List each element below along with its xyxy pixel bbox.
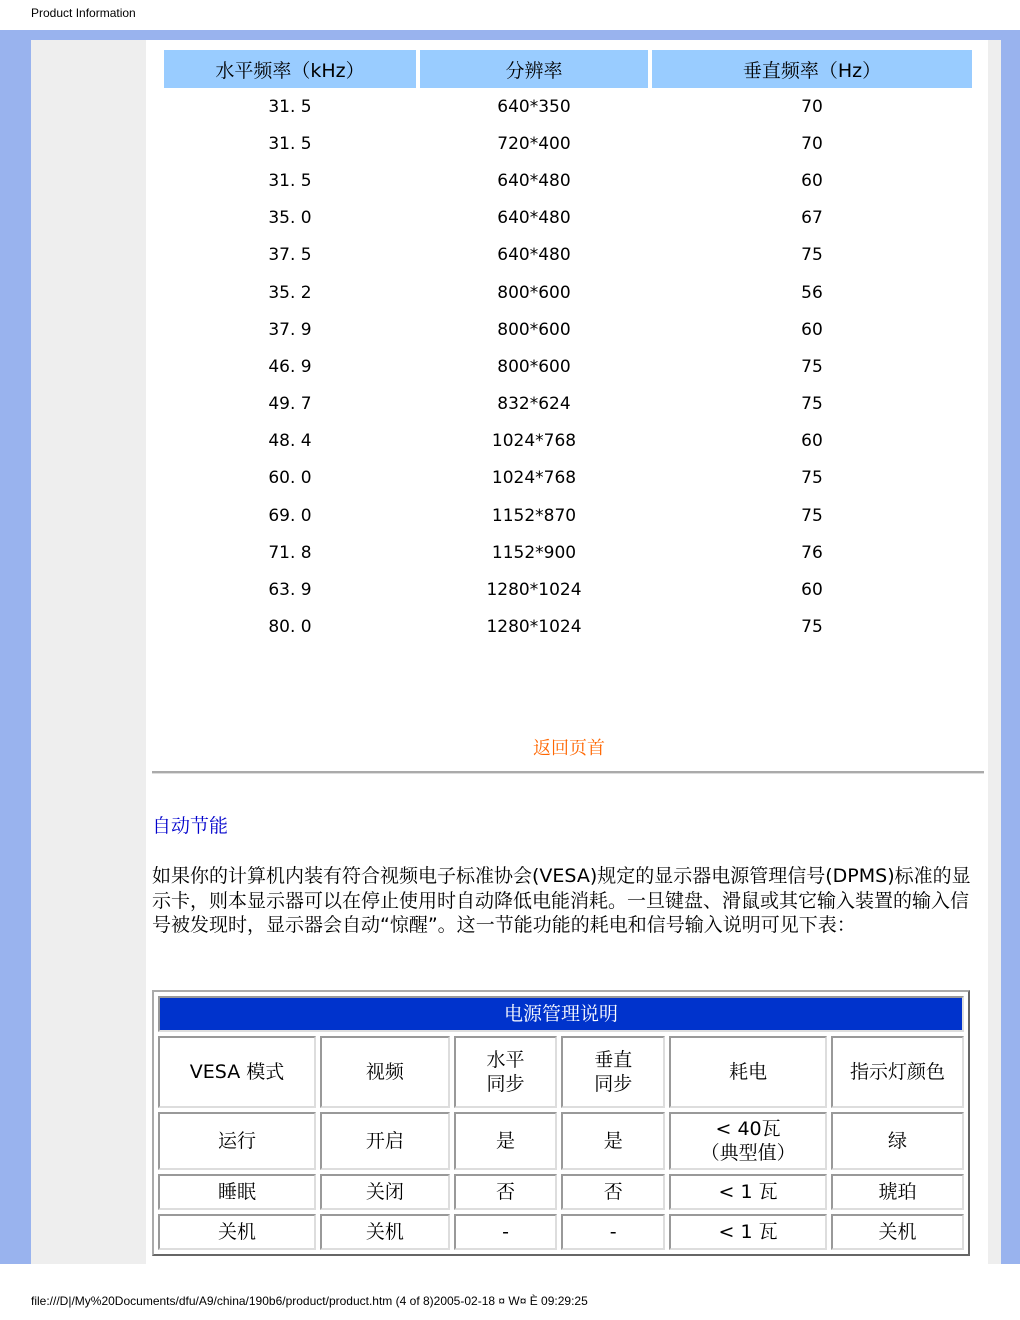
power-cell: 是 (561, 1112, 665, 1170)
table-cell: 31. 5 (268, 133, 312, 154)
table-cell: 75 (801, 245, 823, 266)
power-cell: 关机 (831, 1214, 964, 1250)
table-row (164, 386, 972, 423)
power-header-cell: 视频 (320, 1036, 450, 1108)
power-header-cell: VESA 模式 (158, 1036, 316, 1108)
table-cell: 31. 5 (268, 170, 312, 191)
table-cell: 1152*870 (491, 505, 577, 526)
power-header-cell: 水平 同步 (454, 1036, 558, 1108)
table-cell: 37. 5 (268, 245, 312, 266)
table-row (164, 571, 972, 608)
power-cell: 关闭 (320, 1174, 450, 1210)
table-cell: 832*624 (497, 394, 571, 415)
power-cell: 运行 (158, 1112, 316, 1170)
table-cell: 37. 9 (268, 319, 312, 340)
print-header: Product Information (31, 6, 136, 20)
power-header-cell: 耗电 (669, 1036, 827, 1108)
power-cell: 睡眠 (158, 1174, 316, 1210)
table-cell: 60 (801, 170, 823, 191)
table-cell: 63. 9 (268, 580, 312, 601)
power-cell: 是 (454, 1112, 558, 1170)
timing-header-row (164, 50, 972, 88)
header-horizontal-frequency: 水平频率（kHz） (164, 50, 416, 88)
power-header-cell: 垂直 同步 (561, 1036, 665, 1108)
table-row (164, 609, 972, 646)
table-row (164, 125, 972, 162)
print-footer: file:///D|/My%20Documents/dfu/A9/china/190b6/product/product.htm (4 of 8)2005-02-18 ¤ W¤ È 09:29:25 (31, 1294, 588, 1308)
divider (152, 771, 984, 774)
table-cell: 75 (801, 394, 823, 415)
power-cell: < 40瓦 （典型值） (669, 1112, 827, 1170)
power-header-row (158, 1036, 964, 1108)
table-cell: 60. 0 (268, 468, 312, 489)
table-row (164, 274, 972, 311)
table-cell: 60 (801, 580, 823, 601)
power-cell: 否 (561, 1174, 665, 1210)
table-cell: 35. 0 (268, 208, 312, 229)
power-cell: < 1 瓦 (669, 1214, 827, 1250)
table-cell: 75 (801, 617, 823, 638)
table-cell: 1024*768 (491, 431, 577, 452)
power-cell: 开启 (320, 1112, 450, 1170)
table-cell: 67 (801, 208, 823, 229)
table-cell: 70 (801, 96, 823, 117)
table-cell: 60 (801, 431, 823, 452)
table-row (164, 497, 972, 534)
header-resolution: 分辨率 (420, 50, 648, 88)
table-row (164, 200, 972, 237)
power-table-title: 电源管理说明 (158, 996, 964, 1032)
header-vertical-frequency: 垂直频率（Hz） (652, 50, 972, 88)
table-cell: 640*350 (497, 96, 571, 117)
section-title: 自动节能 (152, 815, 229, 837)
timing-table (160, 50, 976, 646)
power-row (158, 1214, 964, 1250)
table-row (164, 348, 972, 385)
table-row (164, 88, 972, 125)
power-cell: 琥珀 (831, 1174, 964, 1210)
table-cell: 800*600 (497, 319, 571, 340)
left-sidebar (31, 40, 146, 1264)
table-row (164, 162, 972, 199)
table-cell: 640*480 (497, 245, 571, 266)
power-management-table (152, 990, 970, 1256)
table-cell: 1280*1024 (486, 617, 582, 638)
table-cell: 720*400 (497, 133, 571, 154)
table-row (164, 311, 972, 348)
power-cell: < 1 瓦 (669, 1174, 827, 1210)
table-row (164, 460, 972, 497)
table-row (164, 423, 972, 460)
table-cell: 640*480 (497, 208, 571, 229)
table-cell: 75 (801, 468, 823, 489)
table-cell: 49. 7 (268, 394, 312, 415)
power-row (158, 1112, 964, 1170)
table-cell: 76 (801, 542, 823, 563)
table-row (164, 534, 972, 571)
table-cell: 1024*768 (491, 468, 577, 489)
page-area (31, 40, 1001, 1264)
table-cell: 80. 0 (268, 617, 312, 638)
table-cell: 1280*1024 (486, 580, 582, 601)
table-cell: 75 (801, 505, 823, 526)
table-cell: 48. 4 (268, 431, 312, 452)
power-row (158, 1174, 964, 1210)
power-cell: 否 (454, 1174, 558, 1210)
description-text: 如果你的计算机内装有符合视频电子标准协会(VESA)规定的显示器电源管理信号(DPMS)标准的显示卡，则本显示器可以在停止使用时自动降低电能消耗。一旦键盘、滑鼠或其它输入装置的输入信号被发现时，显示器会自动“惊醒”。这一节能功能的耗电和信号输入说明可见下表： (152, 865, 971, 936)
table-cell: 800*600 (497, 356, 571, 377)
table-cell: 60 (801, 319, 823, 340)
table-cell: 640*480 (497, 170, 571, 191)
power-header-cell: 指示灯颜色 (831, 1036, 964, 1108)
power-cell: - (454, 1214, 558, 1250)
right-margin (988, 40, 1001, 1264)
table-row (164, 237, 972, 274)
table-cell: 69. 0 (268, 505, 312, 526)
table-cell: 46. 9 (268, 356, 312, 377)
power-cell: 绿 (831, 1112, 964, 1170)
power-cell: 关机 (158, 1214, 316, 1250)
table-cell: 56 (801, 282, 823, 303)
table-cell: 70 (801, 133, 823, 154)
power-cell: 关机 (320, 1214, 450, 1250)
table-cell: 35. 2 (268, 282, 312, 303)
power-cell: - (561, 1214, 665, 1250)
table-cell: 31. 5 (268, 96, 312, 117)
table-cell: 75 (801, 356, 823, 377)
table-cell: 1152*900 (491, 542, 577, 563)
back-to-top-link[interactable]: 返回页首 (533, 738, 605, 759)
table-cell: 800*600 (497, 282, 571, 303)
table-cell: 71. 8 (268, 542, 312, 563)
